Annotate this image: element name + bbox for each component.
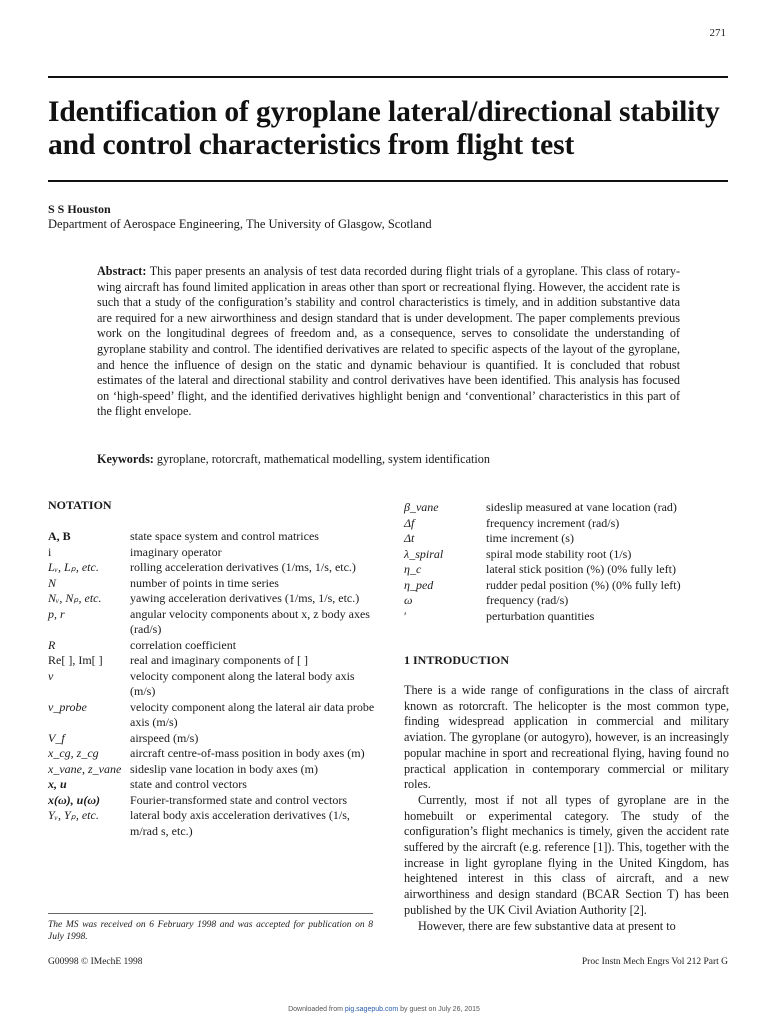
notation-row	[48, 793, 378, 809]
notation-row	[404, 562, 734, 578]
notation-symbol: R	[48, 637, 56, 652]
notation-row	[48, 638, 378, 654]
notation-description: correlation coefficient	[130, 637, 237, 652]
notation-symbol: i	[48, 544, 52, 559]
notation-symbol: ω	[404, 593, 413, 607]
affiliation: Department of Aerospace Engineering, The University of Glasgow, Scotland	[48, 217, 432, 231]
notation-row	[404, 578, 734, 594]
notation-description: airspeed (m/s)	[130, 730, 199, 745]
keywords-text: gyroplane, rotorcraft, mathematical modelling, system identification	[156, 452, 490, 466]
notation-row	[404, 547, 734, 563]
notation-description: rolling acceleration derivatives (1/ms, 1/s, etc.)	[130, 560, 356, 574]
notation-symbol: η_ped	[404, 577, 434, 592]
download-suffix: by guest on July 26, 2015	[398, 1006, 480, 1013]
notation-symbol: Δt	[404, 531, 415, 545]
notation-description: Fourier-transformed state and control vectors	[130, 792, 348, 807]
notation-symbol: λ_spiral	[404, 546, 444, 561]
notation-symbol: x_cg, z_cg	[48, 746, 99, 760]
notation-symbol: ′	[404, 608, 407, 623]
footnote-rule	[48, 913, 373, 914]
notation-symbol: Re[ ], Im[ ]	[48, 653, 103, 667]
intro-paragraph: However, there are few substantive data at present to	[418, 918, 676, 933]
notation-description: velocity component along the lateral air data probe axis (m/s)	[130, 699, 375, 729]
notation-symbol: x_vane, z_vane	[48, 761, 122, 776]
notation-description: frequency (rad/s)	[486, 593, 569, 607]
notation-list-left	[48, 529, 378, 839]
notation-description: spiral mode stability root (1/s)	[486, 546, 632, 561]
abstract-text: This paper presents an analysis of test data recorded during flight trials of a gyroplane. This class of rotary-wing aircraft has found limited application in areas other than sport or recreational flying. However, the accident rate is such that a study of the configuration’s stability and control characteristics is timely, and in addition substantive data are required for a new airworthiness and design standard that is under development. The paper complements previous work on the longitudinal degrees of freedom and, as a consequence, serves to consolidate the understanding of gyroplane stability and control. The identified derivatives are related to specific aspects of the layout of the gyroplane, and hence the influence of design on the static and dynamic behaviour is quantified. It is concluded that robust estimates of the lateral and directional stability and control derivatives have been identified. This analysis has focused on ‘high-speed’ flight, and the identified derivatives highlight benign and ‘conventional’ characteristics in this part of the flight envelope.	[97, 264, 681, 419]
notation-symbol: β_vane	[404, 500, 439, 514]
notation-symbol: V_f	[48, 730, 65, 745]
notation-symbol: Δf	[404, 515, 415, 530]
notation-row	[48, 808, 378, 839]
notation-symbol: Yᵥ, Yₚ, etc.	[48, 808, 99, 822]
notation-row	[48, 777, 378, 793]
notation-row	[48, 669, 378, 700]
footnote: The MS was received on 6 February 1998 and was accepted for publication on 8 July 1998.	[48, 920, 373, 942]
notation-row	[48, 731, 378, 747]
notation-description: yawing acceleration derivatives (1/ms, 1/s, etc.)	[130, 591, 360, 605]
introduction-text	[404, 683, 729, 934]
notation-row	[48, 746, 378, 762]
notation-description: frequency increment (rad/s)	[486, 515, 620, 530]
notation-symbol: x, u	[48, 777, 67, 791]
notation-description: imaginary operator	[130, 544, 222, 559]
notation-symbol: x(ω), u(ω)	[48, 792, 101, 807]
notation-row	[404, 516, 734, 532]
notation-symbol: N	[48, 575, 57, 590]
keywords-label: Keywords:	[97, 452, 154, 466]
notation-description: lateral stick position (%) (0% fully left)	[486, 562, 676, 576]
notation-row	[48, 591, 378, 607]
notation-description: sideslip vane location in body axes (m)	[130, 761, 318, 776]
notation-description: state and control vectors	[130, 777, 247, 791]
author: S S Houston	[48, 202, 111, 216]
notation-symbol: v	[48, 668, 54, 683]
notation-description: time increment (s)	[486, 531, 574, 545]
notation-row	[48, 653, 378, 669]
notation-description: rudder pedal position (%) (0% fully left)	[486, 577, 681, 592]
notation-symbol: v_probe	[48, 699, 87, 714]
notation-symbol: p, r	[48, 606, 65, 621]
intro-paragraph: There is a wide range of configurations in the class of aircraft known as rotorcraft. The helicopter is the most common type, finding widespread application in commercial and military aviation. The gyroplane (or autogyro), however, is an increasingly popular machine in sport and recreational flying, having found no practical application in contemporary commercial or military roles.	[404, 683, 729, 792]
section-heading-introduction: 1 INTRODUCTION	[404, 653, 510, 667]
notation-row	[48, 560, 378, 576]
notation-row	[404, 500, 734, 516]
notation-row	[48, 700, 378, 731]
notation-description: number of points in time series	[130, 575, 279, 590]
footer-right: Proc Instn Mech Engrs Vol 212 Part G	[581, 957, 728, 967]
notation-description: aircraft centre-of-mass position in body axes (m)	[130, 746, 365, 760]
title-bottom-rule	[48, 180, 728, 182]
footer-left: G00998 © IMechE 1998	[48, 957, 143, 967]
notation-description: angular velocity components about x, z body axes (rad/s)	[130, 606, 370, 636]
notation-row	[48, 529, 378, 545]
notation-description: lateral body axis acceleration derivatives (1/s, m/rad s, etc.)	[130, 808, 350, 838]
notation-description: velocity component along the lateral body axis (m/s)	[130, 668, 355, 698]
notation-description: state space system and control matrices	[130, 529, 319, 543]
notation-row	[48, 576, 378, 592]
page-number: 271	[709, 27, 726, 39]
notation-symbol: η_c	[404, 562, 422, 576]
download-prefix: Downloaded from	[288, 1006, 345, 1013]
notation-description: real and imaginary components of [ ]	[130, 653, 308, 667]
notation-symbol: A, B	[48, 529, 71, 543]
notation-row	[404, 609, 734, 625]
notation-symbol: Nᵥ, Nₚ, etc.	[48, 591, 102, 605]
notation-row	[48, 545, 378, 561]
keywords	[97, 452, 680, 468]
download-notice	[0, 1006, 768, 1013]
intro-paragraph: Currently, most if not all types of gyroplane are in the homebuilt or experimental category. The study of the configuration’s flight mechanics is timely, given the accident rate suffered by the aircraft (e.g. reference [1]). This, together with the increase in light gyroplane flying in the United Kingdom, has heightened interest in this class of aircraft, and a new airworthiness and design standard (BCAR Section T) has been published by the UK Civil Aviation Authority [2].	[404, 792, 729, 917]
notation-row	[404, 593, 734, 609]
notation-heading: NOTATION	[48, 498, 112, 512]
notation-symbol: Lᵥ, Lₚ, etc.	[48, 560, 99, 574]
notation-list-right	[404, 500, 734, 624]
notation-row	[48, 607, 378, 638]
abstract	[97, 264, 680, 420]
paper-title: Identification of gyroplane lateral/directional stability and control characteristics from flight test	[48, 96, 720, 161]
notation-description: perturbation quantities	[486, 608, 595, 623]
download-link[interactable]: pig.sagepub.com	[344, 1006, 399, 1013]
notation-description: sideslip measured at vane location (rad)	[486, 500, 677, 514]
title-top-rule	[48, 76, 728, 78]
notation-row	[404, 531, 734, 547]
abstract-label: Abstract:	[97, 264, 147, 278]
notation-row	[48, 762, 378, 778]
